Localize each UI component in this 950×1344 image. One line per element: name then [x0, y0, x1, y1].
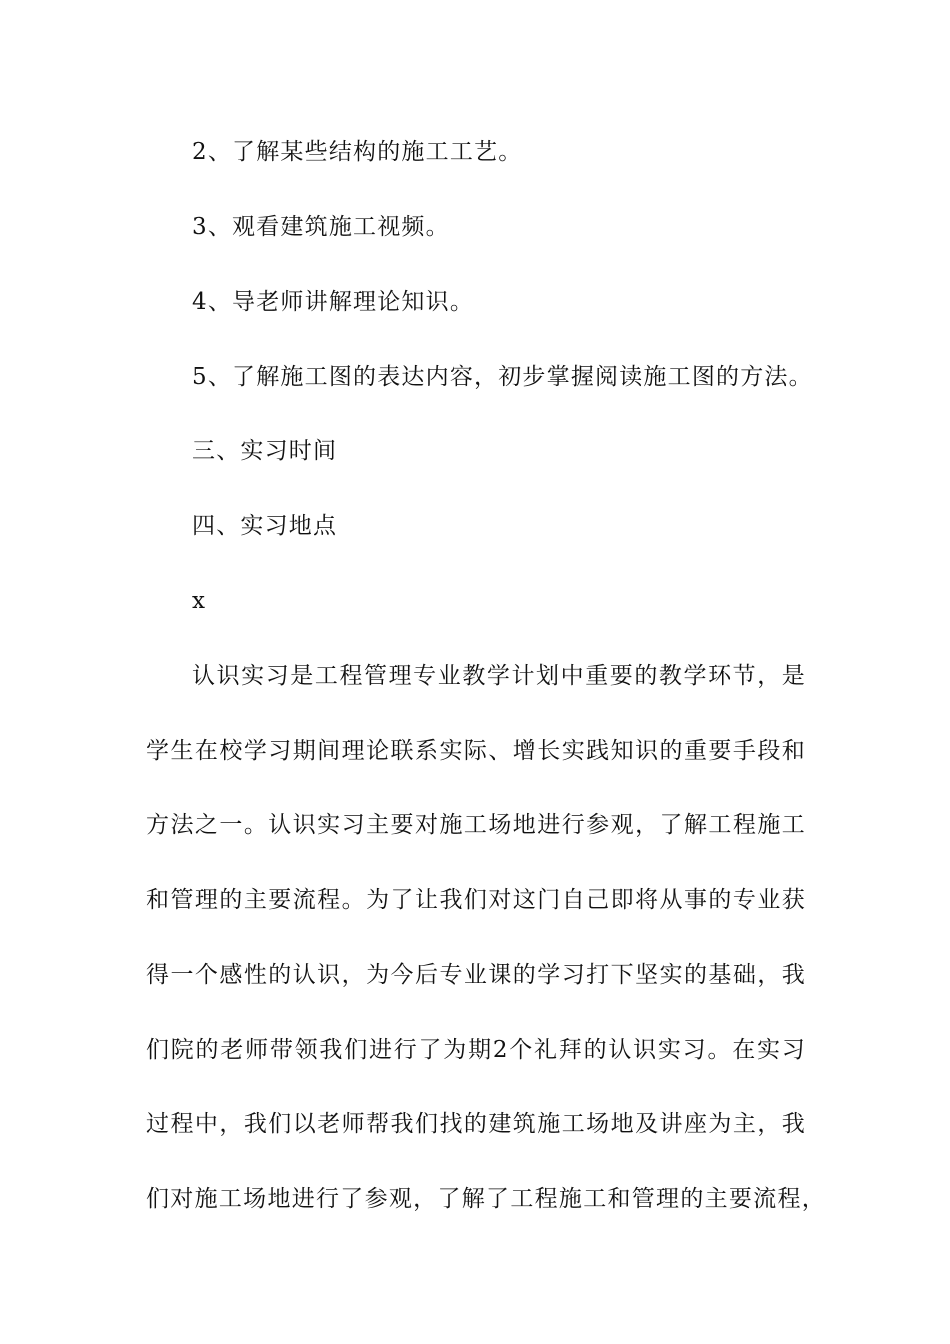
list-item-4: 4、导老师讲解理论知识。: [192, 289, 475, 315]
list-item-5: 5、了解施工图的表达内容，初步掌握阅读施工图的方法。: [192, 364, 813, 390]
paragraph-line: 方法之一。认识实习主要对施工场地进行参观，了解工程施工: [146, 812, 806, 838]
list-item-3: 3、观看建筑施工视频。: [192, 214, 450, 240]
placeholder-text: x: [192, 588, 207, 614]
paragraph-line: 认识实习是工程管理专业教学计划中重要的教学环节，是: [192, 663, 806, 689]
paragraph-line: 和管理的主要流程。为了让我们对这门自己即将从事的专业获: [146, 887, 806, 913]
section-heading-time: 三、实习时间: [192, 438, 338, 464]
paragraph-line: 们对施工场地进行了参观，了解了工程施工和管理的主要流程，: [146, 1186, 826, 1212]
list-item-2: 2、了解某些结构的施工工艺。: [192, 139, 523, 165]
section-heading-place: 四、实习地点: [192, 513, 338, 539]
paragraph-line: 学生在校学习期间理论联系实际、增长实践知识的重要手段和: [146, 738, 806, 764]
paragraph-line: 过程中，我们以老师帮我们找的建筑施工场地及讲座为主，我: [146, 1111, 806, 1137]
paragraph-line: 们院的老师带领我们进行了为期2个礼拜的认识实习。在实习: [146, 1037, 806, 1063]
paragraph-line: 得一个感性的认识，为今后专业课的学习打下坚实的基础，我: [146, 962, 806, 988]
